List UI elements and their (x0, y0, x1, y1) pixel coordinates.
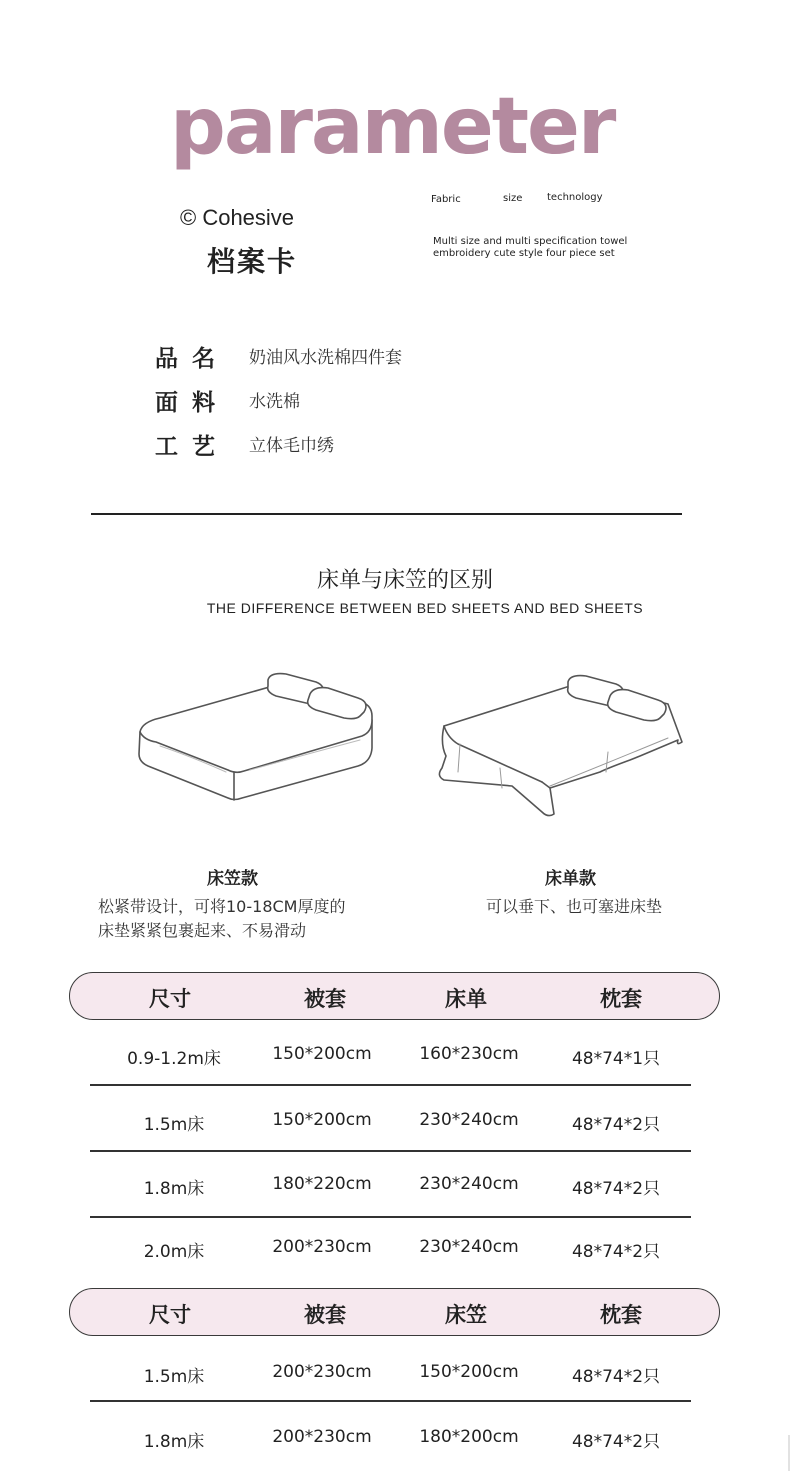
table-row (0, 1110, 790, 1134)
table1-cell: 230*240cm (419, 1174, 519, 1194)
table-row (0, 1044, 790, 1068)
table2-header-pillowcase: 枕套 (600, 1303, 642, 1327)
attr-label-fabric: 面料 (155, 390, 229, 416)
flat-sheet-desc: 可以垂下、也可塞进床垫 (486, 897, 663, 916)
table1-cell: 180*220cm (272, 1174, 372, 1194)
flat-sheet-illustration (430, 668, 700, 828)
table-row (0, 1237, 790, 1261)
table2-cell: 150*200cm (419, 1362, 519, 1382)
table1-cell: 1.5m床 (143, 1115, 205, 1135)
fitted-sheet-desc-line2: 床垫紧紧包裹起来、不易滑动 (98, 921, 307, 940)
fitted-sheet-label: 床笠款 (207, 869, 258, 889)
table2-header-duvet: 被套 (304, 1303, 346, 1327)
attr-value-fabric: 水洗棉 (249, 392, 300, 412)
table-row (0, 1362, 790, 1386)
product-description: Multi size and multi specification towel embroidery cute style four piece set (433, 236, 628, 259)
table1-cell: 48*74*2只 (571, 1115, 661, 1135)
attr-label-craft: 工艺 (155, 434, 229, 460)
table1-header-pillowcase: 枕套 (600, 987, 642, 1011)
tag-fabric: Fabric (431, 194, 461, 205)
row-divider (90, 1400, 691, 1402)
table2-cell: 200*230cm (272, 1427, 372, 1447)
table1-cell: 230*240cm (419, 1110, 519, 1130)
row-divider (90, 1216, 691, 1218)
table1-cell: 48*74*2只 (571, 1179, 661, 1199)
table1-cell: 160*230cm (419, 1044, 519, 1064)
table-row (0, 1427, 790, 1451)
table2-header (69, 1288, 720, 1336)
table1-cell: 2.0m床 (143, 1242, 205, 1262)
table1-cell: 230*240cm (419, 1237, 519, 1257)
table1-cell: 150*200cm (272, 1044, 372, 1064)
table2-cell: 48*74*2只 (571, 1432, 661, 1452)
table1-cell: 0.9-1.2m床 (127, 1049, 221, 1069)
page-title: parameter (170, 82, 615, 172)
table2-cell: 180*200cm (419, 1427, 519, 1447)
table1-header (69, 972, 720, 1020)
table1-cell: 48*74*2只 (571, 1242, 661, 1262)
table1-cell: 150*200cm (272, 1110, 372, 1130)
table1-cell: 48*74*1只 (571, 1049, 661, 1069)
table1-cell: 1.8m床 (143, 1179, 205, 1199)
attr-label-name: 品名 (155, 346, 229, 372)
tag-size: size (503, 193, 523, 204)
table1-header-size: 尺寸 (149, 987, 191, 1011)
section-subtitle: THE DIFFERENCE BETWEEN BED SHEETS AND BED SHEETS (206, 600, 644, 616)
fitted-sheet-desc-line1: 松紧带设计，可将10-18CM厚度的 (98, 897, 346, 916)
table1-header-duvet: 被套 (304, 987, 346, 1011)
table2-header-fitted: 床笠 (445, 1303, 487, 1327)
attr-value-name: 奶油风水洗棉四件套 (249, 348, 402, 368)
fitted-sheet-illustration (130, 670, 390, 820)
row-divider (90, 1084, 691, 1086)
attr-value-craft: 立体毛巾绣 (249, 436, 334, 456)
table2-cell: 1.5m床 (143, 1367, 205, 1387)
table1-cell: 200*230cm (272, 1237, 372, 1257)
card-label: 档案卡 (207, 245, 298, 278)
table2-header-size: 尺寸 (149, 1303, 191, 1327)
tag-technology: technology (547, 192, 603, 203)
table1-header-sheet: 床单 (445, 987, 487, 1011)
table2-cell: 1.8m床 (143, 1432, 205, 1452)
section-title: 床单与床笠的区别 (316, 568, 493, 593)
brand-name: © Cohesive (180, 205, 295, 230)
table2-cell: 48*74*2只 (571, 1367, 661, 1387)
section-divider (91, 513, 682, 515)
row-divider (90, 1150, 691, 1152)
table-row (0, 1174, 790, 1198)
table2-cell: 200*230cm (272, 1362, 372, 1382)
flat-sheet-label: 床单款 (545, 869, 596, 889)
